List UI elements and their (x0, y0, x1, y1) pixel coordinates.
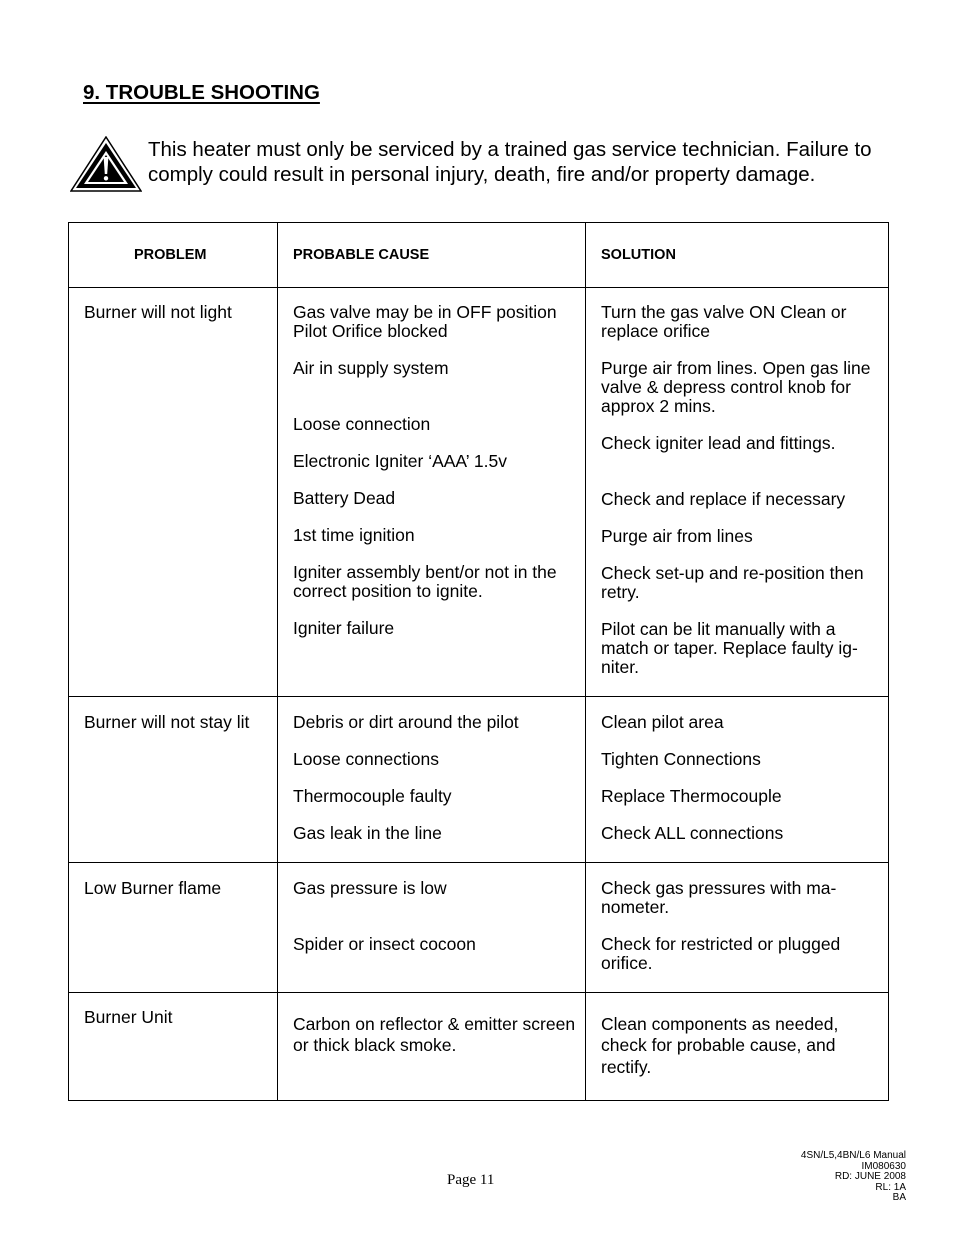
cause-item: 1st time ignition (293, 525, 415, 546)
header-problem: PROBLEM (69, 223, 278, 288)
solution-item: Purge air from lines (601, 526, 753, 547)
warning-triangle-icon (70, 136, 142, 192)
table-row (69, 862, 889, 992)
cause-item: Debris or dirt around the pilot (293, 711, 519, 732)
cause-cell (278, 696, 586, 862)
solution-item: Clean pilot area (601, 711, 724, 732)
cause-item: Spider or insect cocoon (293, 933, 476, 954)
solution-item: Replace Thermocouple (601, 785, 782, 806)
problem-cell: Burner will not light (69, 288, 278, 696)
section-heading: 9. TROUBLE SHOOTING (83, 81, 320, 104)
cause-item: Loose connection (293, 414, 431, 435)
doc-info-line: RL: 1A (875, 1181, 906, 1193)
cause-item: Carbon on reflector & emitter screen or thick black smoke. (293, 1013, 576, 1056)
solution-item: Check and replace if necessary (601, 489, 846, 510)
cause-item: Thermocouple faulty (293, 785, 452, 806)
doc-info-line: IM080630 (861, 1160, 906, 1172)
table-row (69, 696, 889, 862)
table-row (69, 992, 889, 1100)
solution-item: Clean components as needed, check for probable cause, and rectify. (601, 1013, 839, 1077)
solution-item: Tighten Connections (601, 748, 761, 769)
header-probable-cause: PROBABLE CAUSE (278, 223, 586, 288)
solution-item: Check gas pressures with ma-nometer. (601, 877, 837, 917)
doc-info-line: 4SN/L5,4BN/L6 Manual (800, 1150, 906, 1161)
solution-item: Turn the gas valve ON Clean or replace orifice (601, 302, 847, 342)
cause-item: Gas valve may be in OFF position Pilot Orifice blocked (293, 302, 557, 342)
cause-item: Air in supply system (293, 358, 449, 379)
cause-item: Loose connections (293, 748, 439, 769)
problem-cell: Burner will not stay lit (69, 696, 278, 862)
cause-item: Igniter assembly bent/or not in the correct position to ignite. (293, 562, 557, 602)
solution-cell (586, 696, 889, 862)
solution-cell (586, 992, 889, 1100)
solution-cell (586, 288, 889, 696)
table-header-row (69, 223, 889, 288)
cause-item: Electronic Igniter ‘AAA’ 1.5v (293, 451, 507, 472)
document-info (801, 1151, 906, 1204)
cause-cell (278, 862, 586, 992)
cause-cell (278, 992, 586, 1100)
problem-cell: Low Burner flame (69, 862, 278, 992)
header-solution: SOLUTION (586, 223, 889, 288)
cause-item: Igniter failure (293, 618, 395, 639)
solution-cell (586, 862, 889, 992)
cause-item: Gas pressure is low (293, 877, 447, 898)
page-number: Page 11 (447, 1172, 495, 1188)
solution-item: Check for restricted or plugged orifice. (601, 933, 841, 973)
cause-item: Battery Dead (293, 488, 396, 509)
solution-item: Check igniter lead and fittings. (601, 433, 836, 454)
doc-info-line: RD: JUNE 2008 (834, 1171, 906, 1182)
solution-item: Purge air from lines. Open gas line valve & depress control knob for approx 2 mins. (601, 358, 871, 417)
warning-text: This heater must only be serviced by a trained gas service technician. Failure to comply could result in personal injury, death, fire and/or property damage. (148, 138, 872, 186)
troubleshooting-table (68, 222, 889, 1101)
table-row (69, 288, 889, 696)
solution-item: Pilot can be lit manually with a match or taper. Replace faulty ig-niter. (601, 619, 858, 678)
solution-item: Check ALL connections (601, 822, 784, 843)
cause-item: Gas leak in the line (293, 822, 442, 843)
solution-item: Check set-up and re-position then retry. (601, 563, 864, 603)
problem-cell: Burner Unit (69, 992, 278, 1100)
doc-info-line: BA (892, 1192, 906, 1203)
cause-cell (278, 288, 586, 696)
